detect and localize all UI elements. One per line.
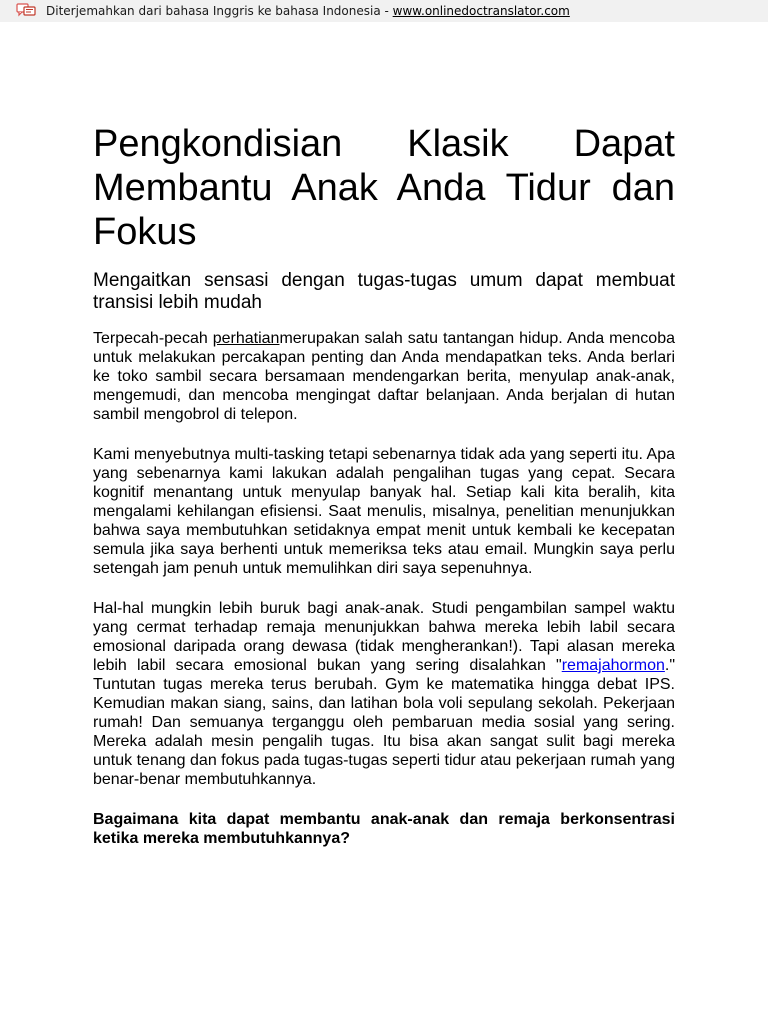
paragraph-3 [93, 599, 675, 789]
section-question: Bagaimana kita dapat membantu anak-anak dan remaja berkonsentrasi ketika mereka membutuhkannya? [93, 811, 675, 847]
paragraph-1-start: Terpecah-pecah [93, 330, 213, 347]
teen-hormones-link[interactable]: remajahormon [561, 657, 665, 674]
article [93, 122, 675, 848]
article-subtitle: Mengaitkan sensasi dengan tugas-tugas umum dapat membuat transisi lebih mudah [93, 270, 675, 313]
paragraph-2: Kami menyebutnya multi-tasking tetapi sebenarnya tidak ada yang seperti itu. Apa yang sebenarnya kami lakukan adalah pengalihan tugas yang cepat. Secara kognitif menantang untuk menyulap banyak hal. Setiap kali kita beralih, kita mengalami kehilangan efisiensi. Saat menulis, misalnya, penelitian menunjukkan bahwa saya membutuhkan setidaknya empat menit untuk kembali ke kecepatan semula jika saya berhenti untuk memeriksa teks atau email. Mungkin saya perlu setengah jam penuh untuk memulihkan diri saya sepenuhnya. [93, 446, 675, 577]
paragraph-3-start: Hal-hal mungkin lebih buruk bagi anak-anak. Studi pengambilan sampel waktu yang cermat terhadap remaja menunjukkan bahwa mereka lebih labil secara emosional daripada orang dewasa (tidak mengherankan!). Tapi alasan mereka lebih labil secara emosional bukan yang sering disalahkan " [93, 600, 675, 674]
translation-banner [0, 0, 768, 22]
paragraph-1 [93, 329, 675, 424]
banner-text [46, 2, 570, 20]
attention-link[interactable]: perhatian [212, 330, 280, 347]
article-title: Pengkondisian Klasik Dapat Membantu Anak Anda Tidur dan Fokus [93, 123, 675, 253]
translator-link[interactable]: www.onlinedoctranslator.com [392, 4, 570, 18]
paragraph-1-rest: merupakan salah satu tantangan hidup. Anda mencoba untuk melakukan percakapan penting dan Anda mendapatkan teks. Anda berlari ke toko sambil secara bersamaan mendengarkan berita, menyulap anak-anak, mengemudi, dan mencoba mengingat daftar belanjaan. Anda berjalan di hutan sambil mengobrol di telepon. [93, 330, 675, 423]
translate-icon [16, 3, 36, 17]
banner-label: Diterjemahkan dari bahasa Inggris ke bahasa Indonesia - [46, 4, 393, 18]
paragraph-3-rest: ." Tuntutan tugas mereka terus berubah. Gym ke matematika hingga debat IPS. Kemudian makan siang, sains, dan latihan bola voli sepulang sekolah. Pekerjaan rumah! Dan semuanya terganggu oleh pembaruan media sosial yang sering. Mereka adalah mesin pengalih tugas. Itu bisa akan sangat sulit bagi mereka untuk tenang dan fokus pada tugas-tugas seperti tidur atau pekerjaan rumah yang benar-benar membutuhkannya. [93, 657, 675, 788]
